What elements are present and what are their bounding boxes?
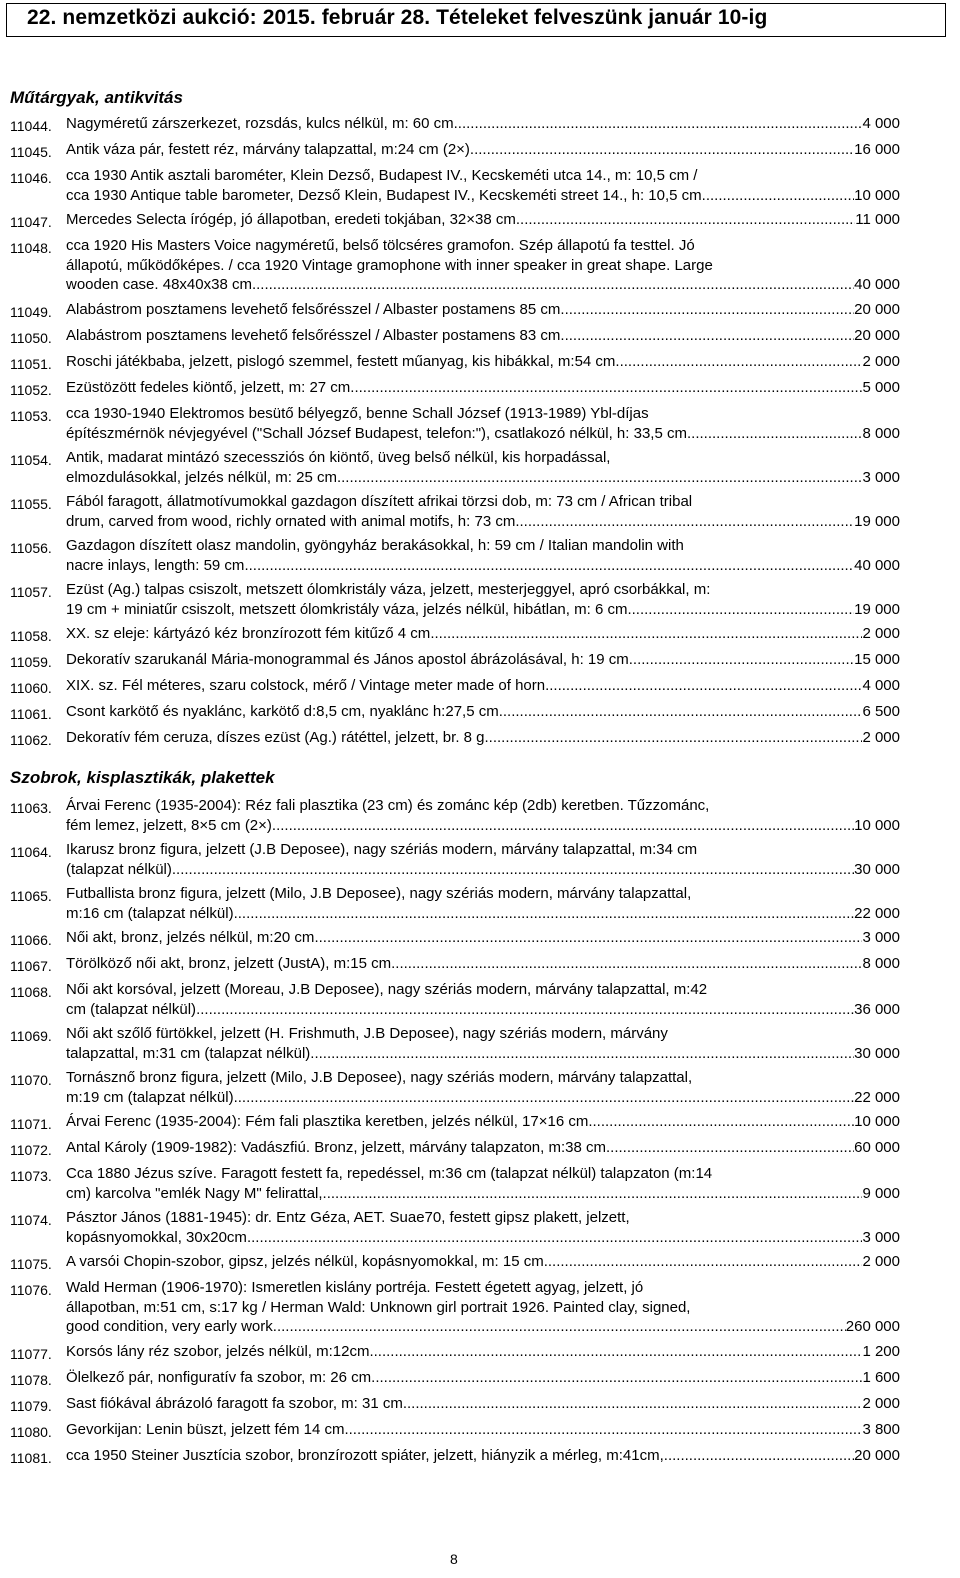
description-text: cca 1930 Antique table barometer, Dezső Klein, Budapest IV., Kecskeméti street 14., h: 10,5 cm [66, 186, 702, 204]
description-text: Árvai Ferenc (1935-2004): Fém fali plasztika keretben, jelzés nélkül, 17×16 cm [66, 1113, 589, 1130]
description-text: cm (talapzat nélkül) [66, 1000, 197, 1018]
lot-description [66, 404, 900, 443]
lot-description [66, 1208, 900, 1247]
description-text: Futballista bronz figura, jelzett (Milo, J.B Deposee), nagy szériás modern, márvány talapzattal, [66, 885, 692, 902]
description-text: nacre inlays, length: 59 cm [66, 556, 245, 574]
lot-number: 11044. [10, 118, 52, 134]
description-text: A varsói Chopin-szobor, gipsz, jelzés nélkül, kopásnyomokkal, m: 15 cm [66, 1253, 544, 1270]
lot-description [66, 1342, 900, 1362]
lot-description [66, 1394, 900, 1414]
dot-leader [516, 210, 855, 230]
description-line [66, 166, 900, 186]
dot-leader [247, 1228, 863, 1248]
lot-description [66, 840, 900, 879]
lot-price: 60 000 [854, 1139, 900, 1156]
description-line [66, 650, 900, 670]
lot-number: 11060. [10, 680, 52, 696]
description-text: Antik váza pár, festett réz, márvány talapzattal, m:24 cm (2×) [66, 141, 470, 158]
lot-price: 4 000 [862, 677, 900, 694]
lot-number: 11064. [10, 844, 52, 860]
description-text: cca 1950 Steiner Jusztícia szobor, bronzírozott spiáter, jelzett, hiányzik a mérleg, m:41cm, [66, 1447, 664, 1464]
description-text: Nagyméretű zárszerkezet, rozsdás, kulcs nélkül, m: 60 cm [66, 115, 454, 132]
description-line [66, 1024, 900, 1044]
description-text: állapotú, működőképes. / cca 1920 Vintage gramophone with inner speaker in great shape. Large [66, 256, 713, 274]
description-line [66, 840, 900, 860]
lot-price: 4 000 [862, 115, 900, 132]
description-text: Női akt szőlő fürtökkel, jelzett (H. Frishmuth, J.B Deposee), nagy szériás modern, márvány [66, 1025, 668, 1042]
description-text: (talapzat nélkül) [66, 860, 172, 878]
description-line [66, 468, 900, 488]
dot-leader [545, 676, 862, 696]
description-text: Csont karkötő és nyaklánc, karkötő d:8,5 cm, nyaklánc h:27,5 cm [66, 703, 499, 720]
description-line [66, 928, 900, 948]
lot-description [66, 166, 900, 205]
description-line [66, 954, 900, 974]
description-line [66, 796, 900, 816]
description-text: Ölelkező pár, nonfiguratív fa szobor, m: 26 cm [66, 1369, 372, 1386]
lot-description [66, 300, 900, 320]
lot-description [66, 980, 900, 1019]
lot-description [66, 580, 900, 619]
description-text: állapotban, m:51 cm, s:17 kg / Herman Wald: Unknown girl portrait 1926. Painted clay, signed, [66, 1298, 691, 1316]
description-line [66, 1068, 900, 1088]
dot-leader [371, 1368, 862, 1388]
description-line [66, 624, 900, 644]
description-line [66, 140, 900, 160]
description-text: Ikarusz bronz figura, jelzett (J.B Deposee), nagy szériás modern, márvány talapzattal, m:34 cm [66, 841, 698, 858]
lot-description [66, 624, 900, 644]
description-text: Roschi játékbaba, jelzett, pislogó szemmel, festett műanyag, kis hibákkal, m:54 cm [66, 353, 616, 370]
lot-price: 8 000 [862, 424, 900, 442]
lot-description [66, 536, 900, 575]
lot-description [66, 236, 900, 295]
lot-price: 5 000 [862, 379, 900, 396]
lot-number: 11072. [10, 1142, 52, 1158]
description-text: Antal Károly (1909-1982): Vadászfiú. Bronz, jelzett, márvány talapzaton, m:38 cm [66, 1139, 606, 1156]
lot-price: 40 000 [854, 276, 900, 293]
dot-leader [234, 904, 855, 924]
dot-leader [702, 186, 854, 206]
description-line [66, 904, 900, 924]
description-line [66, 600, 900, 620]
description-line [66, 860, 900, 880]
description-line [66, 378, 900, 398]
lot-number: 11049. [10, 304, 52, 320]
description-line [66, 1394, 900, 1414]
lot-description [66, 1024, 900, 1063]
lot-number: 11067. [10, 958, 52, 974]
section-heading: Szobrok, kisplasztikák, plakettek [10, 768, 275, 787]
lot-description [66, 728, 900, 748]
lot-price: 40 000 [854, 556, 900, 574]
description-text: kopásnyomokkal, 30x20cm [66, 1228, 247, 1246]
lot-number: 11048. [10, 240, 52, 256]
dot-leader [485, 728, 863, 748]
lot-number: 11075. [10, 1256, 52, 1272]
lot-description [66, 928, 900, 948]
description-line [66, 1278, 900, 1298]
description-text: Fából faragott, állatmotívumokkal gazdagon díszített afrikai törzsi dob, m: 73 cm / African tribal [66, 493, 693, 510]
lot-price: 30 000 [854, 860, 900, 878]
lot-number: 11074. [10, 1212, 52, 1228]
description-text: Dekoratív szarukanál Mária-monogrammal és János apostol ábrázolásával, h: 19 cm [66, 651, 629, 668]
description-text: cca 1930-1940 Elektromos besütő bélyegző, benne Schall József (1913-1989) Ybl-díjas [66, 405, 649, 422]
description-line [66, 1368, 900, 1388]
lot-price: 6 500 [862, 703, 900, 720]
lot-number: 11078. [10, 1372, 52, 1388]
dot-leader [560, 300, 854, 320]
description-text: drum, carved from wood, richly ornated with animal motifs, h: 73 cm [66, 512, 516, 530]
lot-description [66, 676, 900, 696]
dot-leader [403, 1394, 863, 1414]
dot-leader [172, 860, 854, 880]
lot-description [66, 702, 900, 722]
description-text: Wald Herman (1906-1970): Ismeretlen kislány portréja. Festett égetett agyag, jelzett, jó [66, 1279, 644, 1296]
lot-description [66, 884, 900, 923]
dot-leader [664, 1446, 854, 1466]
description-line [66, 1252, 900, 1272]
dot-leader [615, 352, 862, 372]
description-line [66, 1164, 900, 1184]
lot-price: 2 000 [862, 353, 900, 370]
description-text: Ezüstözött fedeles kiöntő, jelzett, m: 27 cm [66, 379, 351, 396]
description-line [66, 114, 900, 134]
description-line [66, 1446, 900, 1466]
lot-price: 3 000 [862, 468, 900, 486]
lot-description [66, 1164, 900, 1203]
description-text: XIX. sz. Fél méteres, szaru colstock, mérő / Vintage meter made of horn [66, 677, 546, 694]
page-header [6, 3, 946, 37]
dot-leader [234, 1088, 855, 1108]
description-text: cca 1930 Antik asztali barométer, Klein Dezső, Budapest IV., Kecskeméti utca 14., m: 10,5 cm / [66, 167, 698, 184]
dot-leader [588, 1112, 854, 1132]
description-text: Mercedes Selecta írógép, jó állapotban, eredeti tokjában, 32×38 cm [66, 211, 516, 228]
description-line [66, 884, 900, 904]
lot-price: 19 000 [854, 512, 900, 530]
lot-price: 3 000 [862, 929, 900, 946]
lot-price: 19 000 [854, 600, 900, 618]
lot-price: 260 000 [845, 1318, 900, 1335]
dot-leader [252, 275, 854, 295]
description-text: wooden case. 48x40x38 cm [66, 276, 252, 293]
description-line [66, 980, 900, 1000]
lot-description [66, 954, 900, 974]
lot-price: 11 000 [855, 211, 900, 228]
description-text: Alabástrom posztamens levehető felsőrésszel / Albaster postamens 85 cm [66, 301, 561, 318]
description-line [66, 1044, 900, 1064]
description-text: Alabástrom posztamens levehető felsőrésszel / Albaster postamens 83 cm [66, 327, 561, 344]
lot-description [66, 1368, 900, 1388]
lot-description [66, 1420, 900, 1440]
description-line [66, 1298, 900, 1318]
lot-number: 11055. [10, 496, 52, 512]
description-line [66, 1138, 900, 1158]
description-line [66, 256, 900, 276]
description-text: 19 cm + miniatűr csiszolt, metszett ólomkristály váza, jelzés nélkül, hibátlan, m: 6 cm [66, 600, 628, 618]
description-text: good condition, very early work [66, 1318, 273, 1335]
lot-number: 11066. [10, 932, 52, 948]
lot-number: 11047. [10, 214, 52, 230]
description-line [66, 1420, 900, 1440]
description-line [66, 1112, 900, 1132]
lot-price: 3 800 [862, 1421, 900, 1438]
description-text: m:19 cm (talapzat nélkül) [66, 1088, 234, 1106]
lot-description [66, 140, 900, 160]
lot-price: 10 000 [854, 816, 900, 834]
lot-number: 11053. [10, 408, 52, 424]
page-title: 22. nemzetközi aukció: 2015. február 28. Tételeket felveszünk január 10-ig [27, 6, 768, 29]
lot-price: 1 200 [862, 1343, 900, 1360]
lot-description [66, 352, 900, 372]
lot-description [66, 796, 900, 835]
description-line [66, 1317, 900, 1337]
lot-number: 11056. [10, 540, 52, 556]
page-number: 8 [450, 1551, 458, 1567]
description-text: elmozdulásokkal, jelzés nélkül, m: 25 cm [66, 468, 337, 486]
description-line [66, 676, 900, 696]
lot-number: 11080. [10, 1424, 52, 1440]
lot-price: 10 000 [854, 1113, 900, 1130]
dot-leader [454, 114, 863, 134]
description-text: Árvai Ferenc (1935-2004): Réz fali plasztika (23 cm) és zománc kép (2db) keretben. Tűzzománc, [66, 797, 710, 814]
description-text: Női akt korsóval, jelzett (Moreau, J.B Deposee), nagy szériás modern, márvány talapzattal, m:42 [66, 981, 708, 998]
description-text: Antik, madarat mintázó szecessziós ón kiöntő, üveg belső nélkül, kis horpadással, [66, 449, 611, 466]
description-text: Gazdagon díszített olasz mandolin, gyöngyház berakásokkal, h: 59 cm / Italian mandolin with [66, 537, 684, 554]
dot-leader [606, 1138, 854, 1158]
lot-price: 30 000 [854, 1044, 900, 1062]
dot-leader [314, 928, 862, 948]
lot-number: 11071. [10, 1116, 52, 1132]
lot-description [66, 378, 900, 398]
description-text: Ezüst (Ag.) talpas csiszolt, metszett ólomkristály váza, jelzett, mesterjeggyel, apró csorbákkal, m: [66, 581, 711, 598]
lot-price: 8 000 [862, 955, 900, 972]
lot-number: 11045. [10, 144, 52, 160]
lot-number: 11057. [10, 584, 52, 600]
lot-number: 11058. [10, 628, 52, 644]
lot-description [66, 210, 900, 230]
lot-price: 20 000 [854, 1447, 900, 1464]
description-line [66, 404, 900, 424]
dot-leader [369, 1342, 862, 1362]
description-text: Pásztor János (1881-1945): dr. Entz Géza, AET. Suae70, festett gipsz plakett, jelzett, [66, 1209, 630, 1226]
lot-description [66, 1068, 900, 1107]
description-line [66, 186, 900, 206]
description-line [66, 448, 900, 468]
lot-number: 11063. [10, 800, 52, 816]
description-text: Cca 1880 Jézus szíve. Faragott festett fa, repedéssel, m:36 cm (talapzat nélkül) talapzaton (m:14 [66, 1165, 713, 1182]
lot-price: 22 000 [854, 904, 900, 922]
dot-leader [244, 556, 854, 576]
description-line [66, 236, 900, 256]
dot-leader [310, 1044, 854, 1064]
dot-leader [499, 702, 863, 722]
description-line [66, 492, 900, 512]
description-line [66, 1000, 900, 1020]
description-line [66, 424, 900, 444]
description-line [66, 728, 900, 748]
description-line [66, 275, 900, 295]
dot-leader [470, 140, 854, 160]
lot-number: 11069. [10, 1028, 52, 1044]
dot-leader [196, 1000, 854, 1020]
dot-leader [273, 1317, 846, 1337]
lot-price: 20 000 [854, 327, 900, 344]
lot-description [66, 1112, 900, 1132]
dot-leader [627, 600, 854, 620]
dot-leader [391, 954, 862, 974]
lot-number: 11077. [10, 1346, 52, 1362]
dot-leader [350, 378, 862, 398]
dot-leader [629, 650, 854, 670]
description-text: cm) karcolva "emlék Nagy M" felirattal, [66, 1184, 323, 1202]
lot-number: 11073. [10, 1168, 52, 1184]
description-text: Gevorkijan: Lenin büszt, jelzett fém 14 cm [66, 1421, 345, 1438]
lot-number: 11061. [10, 706, 52, 722]
lot-price: 3 000 [862, 1228, 900, 1246]
dot-leader [430, 624, 862, 644]
description-line [66, 556, 900, 576]
description-text: XX. sz eleje: kártyázó kéz bronzírozott fém kitűző 4 cm [66, 625, 431, 642]
description-line [66, 326, 900, 346]
description-line [66, 1342, 900, 1362]
section-heading: Műtárgyak, antikvitás [10, 88, 183, 107]
lot-price: 36 000 [854, 1000, 900, 1018]
description-text: talapzattal, m:31 cm (talapzat nélkül) [66, 1044, 311, 1062]
lot-number: 11051. [10, 356, 52, 372]
lot-price: 9 000 [862, 1184, 900, 1202]
dot-leader [560, 326, 854, 346]
description-text: Dekoratív fém ceruza, díszes ezüst (Ag.) rátéttel, jelzett, br. 8 g [66, 729, 485, 746]
lot-price: 1 600 [862, 1369, 900, 1386]
description-text: m:16 cm (talapzat nélkül) [66, 904, 234, 922]
description-text: cca 1920 His Masters Voice nagyméretű, belső tölcséres gramofon. Szép állapotú fa testtel. Jó [66, 237, 695, 254]
lot-price: 20 000 [854, 301, 900, 318]
description-line [66, 816, 900, 836]
lot-description [66, 1278, 900, 1337]
lot-price: 16 000 [854, 141, 900, 158]
lot-description [66, 326, 900, 346]
description-line [66, 580, 900, 600]
description-line [66, 210, 900, 230]
description-line [66, 1228, 900, 1248]
description-text: Sast fiókával ábrázoló faragott fa szobor, m: 31 cm [66, 1395, 403, 1412]
lot-number: 11046. [10, 170, 52, 186]
lot-description [66, 448, 900, 487]
description-line [66, 300, 900, 320]
description-text: fém lemez, jelzett, 8×5 cm (2×) [66, 816, 272, 834]
lot-description [66, 650, 900, 670]
lot-description [66, 1252, 900, 1272]
dot-leader [272, 816, 854, 836]
lot-number: 11059. [10, 654, 52, 670]
description-line [66, 512, 900, 532]
lot-description [66, 492, 900, 531]
lot-price: 10 000 [854, 186, 900, 204]
dot-leader [515, 512, 854, 532]
description-line [66, 1184, 900, 1204]
lot-price: 2 000 [862, 625, 900, 642]
lot-price: 2 000 [862, 1253, 900, 1270]
lot-number: 11050. [10, 330, 52, 346]
dot-leader [337, 468, 863, 488]
lot-number: 11081. [10, 1450, 52, 1466]
lot-number: 11052. [10, 382, 52, 398]
lot-number: 11076. [10, 1282, 52, 1298]
description-text: Tornásznő bronz figura, jelzett (Milo, J.B Deposee), nagy szériás modern, márvány talapzattal, [66, 1069, 693, 1086]
dot-leader [687, 424, 862, 444]
lot-number: 11054. [10, 452, 52, 468]
lot-price: 2 000 [862, 1395, 900, 1412]
description-line [66, 352, 900, 372]
description-text: Női akt, bronz, jelzés nélkül, m:20 cm [66, 929, 315, 946]
lot-number: 11068. [10, 984, 52, 1000]
dot-leader [323, 1184, 863, 1204]
description-text: Törölköző női akt, bronz, jelzett (JustA), m:15 cm [66, 955, 392, 972]
description-line [66, 702, 900, 722]
lot-number: 11065. [10, 888, 52, 904]
lot-price: 15 000 [854, 651, 900, 668]
lot-number: 11062. [10, 732, 52, 748]
lot-number: 11070. [10, 1072, 52, 1088]
description-line [66, 1088, 900, 1108]
description-text: építészmérnök névjegyével ("Schall József Budapest, telefon:"), csatlakozó nélkül, h: 33,5 cm [66, 424, 687, 442]
description-line [66, 536, 900, 556]
lot-number: 11079. [10, 1398, 52, 1414]
lot-price: 2 000 [862, 729, 900, 746]
dot-leader [344, 1420, 862, 1440]
lot-description [66, 114, 900, 134]
lot-description [66, 1446, 900, 1466]
lot-description [66, 1138, 900, 1158]
lot-price: 22 000 [854, 1088, 900, 1106]
description-text: Korsós lány réz szobor, jelzés nélkül, m:12cm [66, 1343, 370, 1360]
description-line [66, 1208, 900, 1228]
dot-leader [544, 1252, 863, 1272]
